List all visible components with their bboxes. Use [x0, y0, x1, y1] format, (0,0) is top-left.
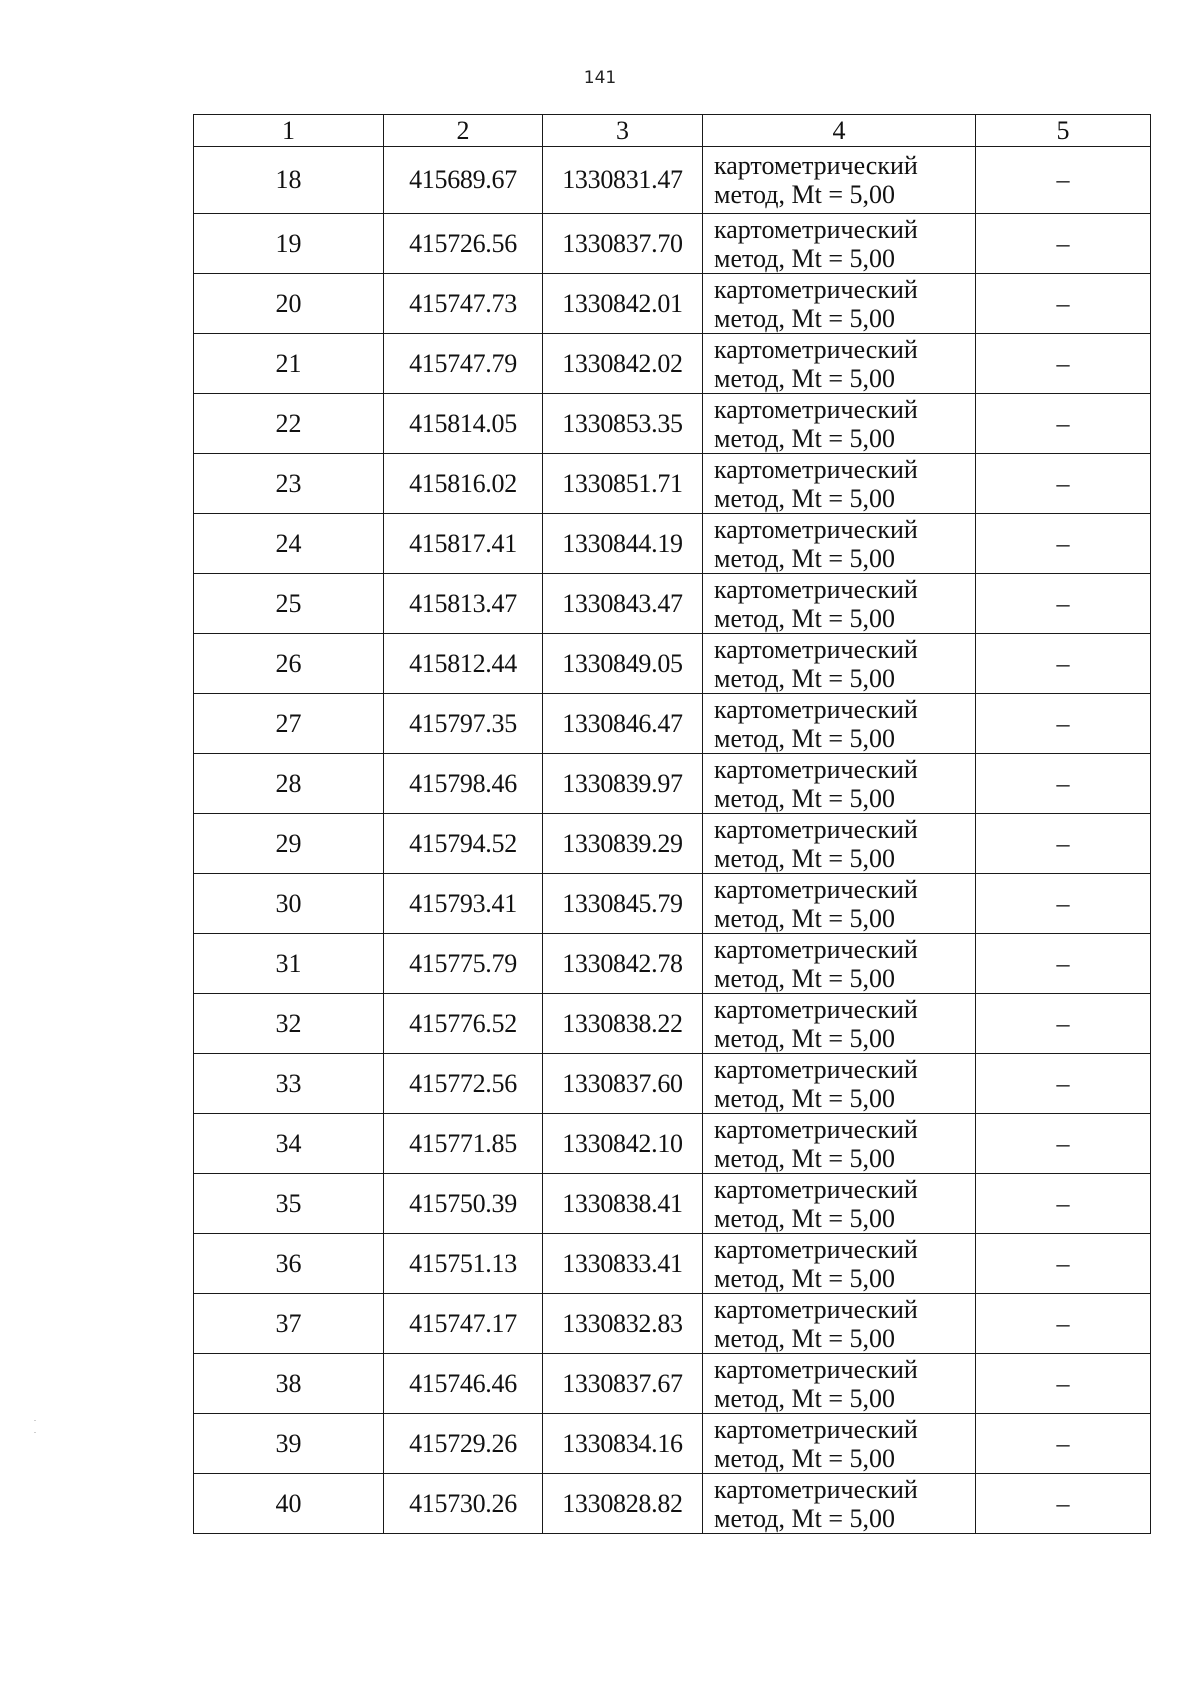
method-line-1: картометрический	[714, 694, 918, 724]
method-cell	[703, 334, 976, 394]
table-row	[194, 1354, 1151, 1414]
note-cell: –	[976, 874, 1151, 934]
x-coordinate-cell: 415772.56	[384, 1054, 543, 1114]
point-number-cell: 36	[194, 1234, 384, 1294]
method-line-2: метод, Mt = 5,00	[714, 1503, 895, 1533]
method-line-2: метод, Mt = 5,00	[714, 423, 895, 453]
point-number-cell: 37	[194, 1294, 384, 1354]
method-cell	[703, 1114, 976, 1174]
method-cell	[703, 994, 976, 1054]
method-line-2: метод, Mt = 5,00	[714, 303, 895, 333]
x-coordinate-cell: 415746.46	[384, 1354, 543, 1414]
y-coordinate-cell: 1330842.02	[543, 334, 703, 394]
table-row	[194, 1294, 1151, 1354]
note-cell: –	[976, 634, 1151, 694]
method-line-1: картометрический	[714, 334, 918, 364]
point-number-cell: 38	[194, 1354, 384, 1414]
y-coordinate-cell: 1330842.78	[543, 934, 703, 994]
point-number-cell: 34	[194, 1114, 384, 1174]
method-line-2: метод, Mt = 5,00	[714, 543, 895, 573]
point-number-cell: 24	[194, 514, 384, 574]
method-line-1: картометрический	[714, 814, 918, 844]
table-row	[194, 454, 1151, 514]
x-coordinate-cell: 415747.17	[384, 1294, 543, 1354]
x-coordinate-cell: 415797.35	[384, 694, 543, 754]
y-coordinate-cell: 1330842.10	[543, 1114, 703, 1174]
method-line-2: метод, Mt = 5,00	[714, 483, 895, 513]
method-line-1: картометрический	[714, 1474, 918, 1504]
table-header	[194, 115, 1151, 147]
x-coordinate-cell: 415730.26	[384, 1474, 543, 1534]
table-body	[194, 147, 1151, 1534]
x-coordinate-cell: 415751.13	[384, 1234, 543, 1294]
table-row	[194, 994, 1151, 1054]
point-number-cell: 26	[194, 634, 384, 694]
y-coordinate-cell: 1330839.97	[543, 754, 703, 814]
method-cell	[703, 1174, 976, 1234]
method-line-2: метод, Mt = 5,00	[714, 180, 895, 209]
method-line-2: метод, Mt = 5,00	[714, 843, 895, 873]
note-cell: –	[976, 754, 1151, 814]
x-coordinate-cell: 415814.05	[384, 394, 543, 454]
x-coordinate-cell: 415747.73	[384, 274, 543, 334]
point-number-cell: 35	[194, 1174, 384, 1234]
table-row	[194, 514, 1151, 574]
note-cell: –	[976, 1354, 1151, 1414]
x-coordinate-cell: 415817.41	[384, 514, 543, 574]
method-line-1: картометрический	[714, 214, 918, 244]
point-number-cell: 33	[194, 1054, 384, 1114]
note-cell: –	[976, 694, 1151, 754]
x-coordinate-cell: 415771.85	[384, 1114, 543, 1174]
method-line-1: картометрический	[714, 574, 918, 604]
method-cell	[703, 634, 976, 694]
y-coordinate-cell: 1330843.47	[543, 574, 703, 634]
note-cell: –	[976, 1234, 1151, 1294]
note-cell: –	[976, 274, 1151, 334]
method-line-2: метод, Mt = 5,00	[714, 1143, 895, 1173]
coordinates-table-container	[193, 114, 1150, 1534]
x-coordinate-cell: 415793.41	[384, 874, 543, 934]
x-coordinate-cell: 415812.44	[384, 634, 543, 694]
note-cell: –	[976, 814, 1151, 874]
method-line-1: картометрический	[714, 934, 918, 964]
header-row	[194, 115, 1151, 147]
method-line-2: метод, Mt = 5,00	[714, 663, 895, 693]
y-coordinate-cell: 1330842.01	[543, 274, 703, 334]
header-cell-2: 2	[384, 115, 543, 147]
note-cell: –	[976, 334, 1151, 394]
note-cell: –	[976, 454, 1151, 514]
table-row	[194, 1114, 1151, 1174]
note-cell: –	[976, 1174, 1151, 1234]
note-cell: –	[976, 1294, 1151, 1354]
note-cell: –	[976, 934, 1151, 994]
x-coordinate-cell: 415689.67	[384, 147, 543, 214]
point-number-cell: 19	[194, 214, 384, 274]
note-cell: –	[976, 147, 1151, 214]
note-cell: –	[976, 574, 1151, 634]
table-row	[194, 934, 1151, 994]
table-row	[194, 147, 1151, 214]
point-number-cell: 27	[194, 694, 384, 754]
point-number-cell: 21	[194, 334, 384, 394]
method-line-2: метод, Mt = 5,00	[714, 1083, 895, 1113]
method-line-1: картометрический	[714, 1054, 918, 1084]
method-line-2: метод, Mt = 5,00	[714, 1383, 895, 1413]
method-line-1: картометрический	[714, 634, 918, 664]
y-coordinate-cell: 1330838.22	[543, 994, 703, 1054]
x-coordinate-cell: 415729.26	[384, 1414, 543, 1474]
point-number-cell: 23	[194, 454, 384, 514]
point-number-cell: 39	[194, 1414, 384, 1474]
x-coordinate-cell: 415794.52	[384, 814, 543, 874]
note-cell: –	[976, 214, 1151, 274]
method-line-2: метод, Mt = 5,00	[714, 243, 895, 273]
method-line-2: метод, Mt = 5,00	[714, 903, 895, 933]
method-line-1: картометрический	[714, 1234, 918, 1264]
method-line-1: картометрический	[714, 754, 918, 784]
page-number: 141	[583, 68, 617, 88]
y-coordinate-cell: 1330844.19	[543, 514, 703, 574]
point-number-cell: 40	[194, 1474, 384, 1534]
method-line-2: метод, Mt = 5,00	[714, 1443, 895, 1473]
method-line-2: метод, Mt = 5,00	[714, 603, 895, 633]
header-cell-4: 4	[703, 115, 976, 147]
table-row	[194, 1474, 1151, 1534]
y-coordinate-cell: 1330853.35	[543, 394, 703, 454]
table-row	[194, 694, 1151, 754]
note-cell: –	[976, 994, 1151, 1054]
scan-artifact	[34, 1420, 36, 1421]
method-line-1: картометрический	[714, 151, 918, 180]
header-cell-3: 3	[543, 115, 703, 147]
point-number-cell: 25	[194, 574, 384, 634]
method-cell	[703, 1234, 976, 1294]
table-row	[194, 754, 1151, 814]
y-coordinate-cell: 1330833.41	[543, 1234, 703, 1294]
method-cell	[703, 1414, 976, 1474]
point-number-cell: 29	[194, 814, 384, 874]
x-coordinate-cell: 415816.02	[384, 454, 543, 514]
method-line-1: картометрический	[714, 1174, 918, 1204]
x-coordinate-cell: 415775.79	[384, 934, 543, 994]
method-line-2: метод, Mt = 5,00	[714, 1323, 895, 1353]
method-line-1: картометрический	[714, 454, 918, 484]
method-line-1: картометрический	[714, 1294, 918, 1324]
x-coordinate-cell: 415813.47	[384, 574, 543, 634]
table-row	[194, 574, 1151, 634]
y-coordinate-cell: 1330845.79	[543, 874, 703, 934]
table-row	[194, 214, 1151, 274]
scan-artifact	[34, 1432, 36, 1433]
method-line-1: картометрический	[714, 514, 918, 544]
y-coordinate-cell: 1330846.47	[543, 694, 703, 754]
method-cell	[703, 934, 976, 994]
y-coordinate-cell: 1330837.67	[543, 1354, 703, 1414]
method-line-2: метод, Mt = 5,00	[714, 783, 895, 813]
y-coordinate-cell: 1330831.47	[543, 147, 703, 214]
method-cell	[703, 1294, 976, 1354]
method-cell	[703, 754, 976, 814]
y-coordinate-cell: 1330839.29	[543, 814, 703, 874]
method-cell	[703, 694, 976, 754]
point-number-cell: 32	[194, 994, 384, 1054]
method-cell	[703, 1474, 976, 1534]
table-row	[194, 274, 1151, 334]
y-coordinate-cell: 1330851.71	[543, 454, 703, 514]
x-coordinate-cell: 415726.56	[384, 214, 543, 274]
y-coordinate-cell: 1330832.83	[543, 1294, 703, 1354]
method-cell	[703, 274, 976, 334]
method-cell	[703, 214, 976, 274]
method-cell	[703, 574, 976, 634]
note-cell: –	[976, 1474, 1151, 1534]
point-number-cell: 30	[194, 874, 384, 934]
method-line-1: картометрический	[714, 394, 918, 424]
note-cell: –	[976, 1054, 1151, 1114]
note-cell: –	[976, 394, 1151, 454]
method-line-2: метод, Mt = 5,00	[714, 1023, 895, 1053]
table-row	[194, 1174, 1151, 1234]
note-cell: –	[976, 1414, 1151, 1474]
y-coordinate-cell: 1330834.16	[543, 1414, 703, 1474]
method-cell	[703, 394, 976, 454]
header-cell-1: 1	[194, 115, 384, 147]
y-coordinate-cell: 1330849.05	[543, 634, 703, 694]
method-cell	[703, 454, 976, 514]
table-row	[194, 874, 1151, 934]
table-row	[194, 1414, 1151, 1474]
method-line-2: метод, Mt = 5,00	[714, 363, 895, 393]
method-cell	[703, 874, 976, 934]
y-coordinate-cell: 1330837.60	[543, 1054, 703, 1114]
method-cell	[703, 514, 976, 574]
x-coordinate-cell: 415776.52	[384, 994, 543, 1054]
point-number-cell: 20	[194, 274, 384, 334]
method-line-2: метод, Mt = 5,00	[714, 723, 895, 753]
table-row	[194, 334, 1151, 394]
method-line-1: картометрический	[714, 274, 918, 304]
method-cell	[703, 147, 976, 214]
method-line-2: метод, Mt = 5,00	[714, 963, 895, 993]
y-coordinate-cell: 1330837.70	[543, 214, 703, 274]
coordinates-table	[193, 114, 1151, 1534]
y-coordinate-cell: 1330828.82	[543, 1474, 703, 1534]
point-number-cell: 18	[194, 147, 384, 214]
table-row	[194, 814, 1151, 874]
table-row	[194, 1054, 1151, 1114]
note-cell: –	[976, 1114, 1151, 1174]
method-line-2: метод, Mt = 5,00	[714, 1203, 895, 1233]
y-coordinate-cell: 1330838.41	[543, 1174, 703, 1234]
x-coordinate-cell: 415747.79	[384, 334, 543, 394]
x-coordinate-cell: 415750.39	[384, 1174, 543, 1234]
table-row	[194, 634, 1151, 694]
point-number-cell: 22	[194, 394, 384, 454]
method-line-1: картометрический	[714, 1414, 918, 1444]
method-cell	[703, 1354, 976, 1414]
x-coordinate-cell: 415798.46	[384, 754, 543, 814]
method-line-1: картометрический	[714, 1114, 918, 1144]
method-line-1: картометрический	[714, 1354, 918, 1384]
table-row	[194, 394, 1151, 454]
method-line-1: картометрический	[714, 994, 918, 1024]
method-cell	[703, 814, 976, 874]
method-line-1: картометрический	[714, 874, 918, 904]
method-line-2: метод, Mt = 5,00	[714, 1263, 895, 1293]
note-cell: –	[976, 514, 1151, 574]
method-cell	[703, 1054, 976, 1114]
table-row	[194, 1234, 1151, 1294]
point-number-cell: 31	[194, 934, 384, 994]
point-number-cell: 28	[194, 754, 384, 814]
header-cell-5: 5	[976, 115, 1151, 147]
